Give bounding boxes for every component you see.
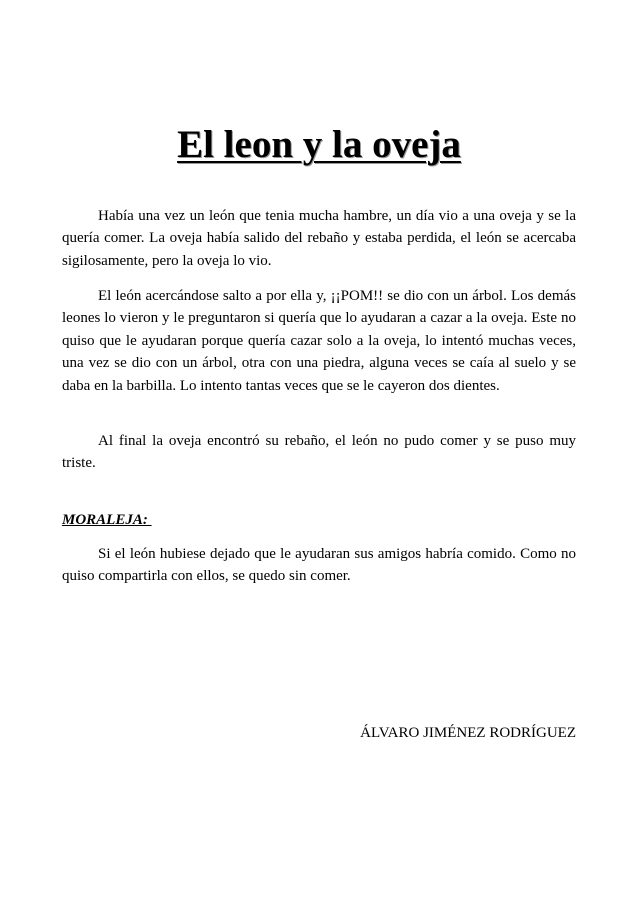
paragraph-1: Había una vez un león que tenia mucha hambre, un día vio a una oveja y se la quería comer. La oveja había salido del rebaño y estaba perdida, el león se acercaba sigilosamente, pero la oveja lo vio. xyxy=(62,208,576,269)
author-signature: ÁLVARO JIMÉNEZ RODRÍGUEZ xyxy=(360,725,576,741)
paragraph-3: Al final la oveja encontró su rebaño, el león no pudo comer y se puso muy triste. xyxy=(62,433,576,472)
paragraph-2: El león acercándose salto a por ella y, ¡¡POM!! se dio con un árbol. Los demás leones lo vieron y le preguntaron si quería que lo ayudaran a cazar a la oveja. Este no quiso que le ayudaran porque quería cazar solo a la oveja, lo intentó muchas veces, una vez se dio con un árbol, otra con una piedra, alguna veces se caía al suelo y se daba en la barbilla. Lo intento tantas veces que se le cayeron dos dientes. xyxy=(62,288,576,394)
moral-paragraph: Si el león hubiese dejado que le ayudaran sus amigos habría comido. Como no quiso compartirla con ellos, se quedo sin comer. xyxy=(62,546,576,585)
moral-heading: MORALEJA: xyxy=(62,512,152,528)
page-title xyxy=(0,122,638,168)
title-text: El leon y la oveja xyxy=(177,123,461,166)
